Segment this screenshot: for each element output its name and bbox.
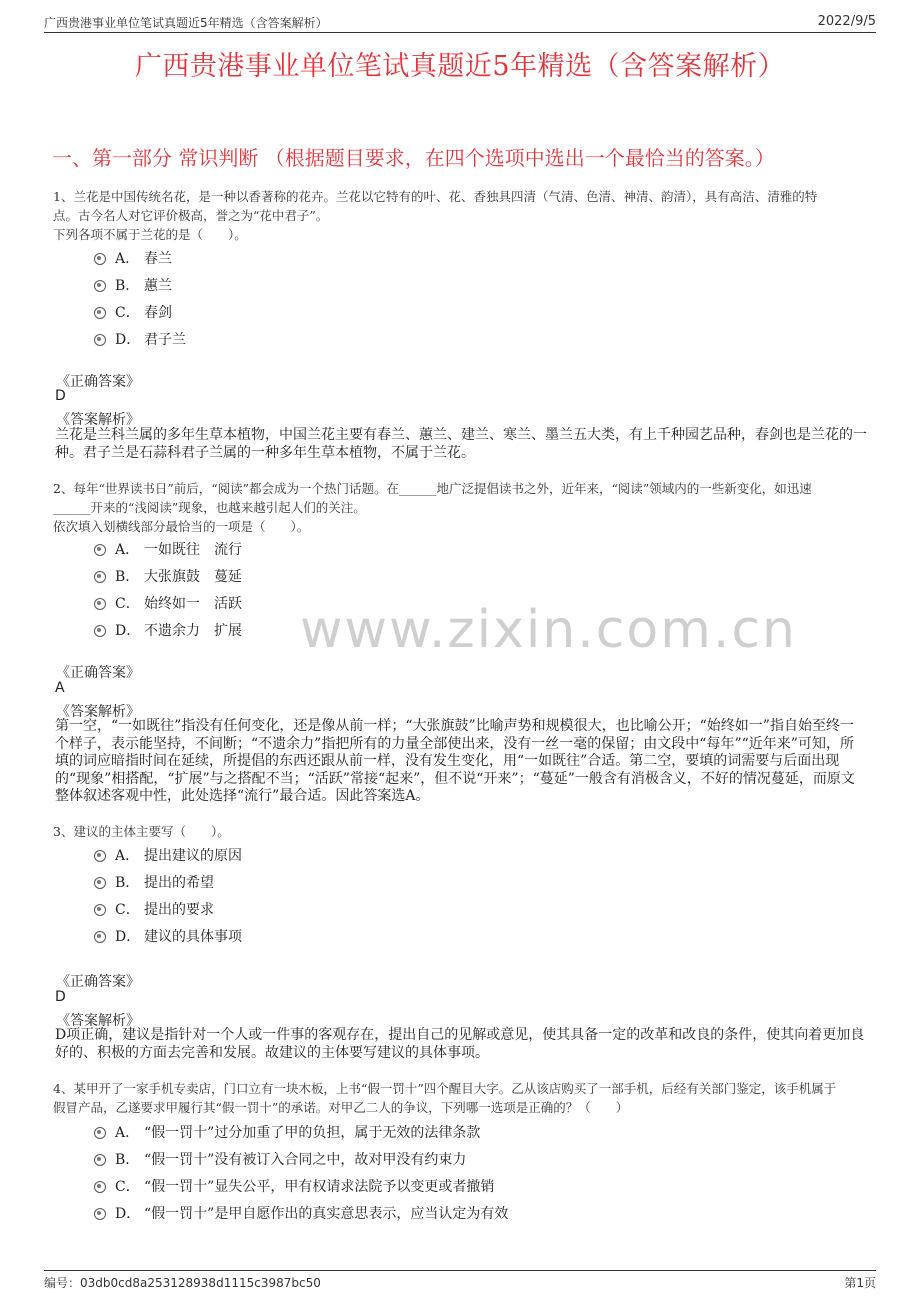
option-text: 建议的具体事项 bbox=[144, 929, 242, 945]
header-doc-name: 广西贵港事业单位笔试真题近5年精选（含答案解析） bbox=[44, 16, 328, 30]
footer-code bbox=[44, 1274, 321, 1291]
question-4-stem-line: 假冒产品，乙遂要求甲履行其“假一罚十”的承诺。对甲乙二人的争议，下列哪一选项是正确的？（ ） bbox=[53, 1100, 629, 1115]
option-letter: A． bbox=[115, 848, 140, 864]
option-letter: B． bbox=[115, 569, 140, 585]
question-4-stem bbox=[53, 1079, 873, 1117]
question-2-analysis: 第一空，“一如既往”指没有任何变化，还是像从前一样；“大张旗鼓”比喻声势和规模很大，也比喻公开；“始终如一”指自始至终一个样子，表示能坚持，不间断；“不遗余力”指把所有的力量全部使出来，没有一丝一毫的保留；由文段中“每年”“近年来”可知，所填的词应暗指时间在延续，所提倡的东西还跟从前一样，没有发生变化，用“一如既往”合适。第二空，要填的词需要与后面出现的“现象”相搭配，“扩展”与之搭配不当；“活跃”常接“起来”，但不说“开来”；“蔓延”一般含有消极含义，不好的情况蔓延，而原文整体叙述客观中性，此处选择“流行”最合适。因此答案选A。 bbox=[55, 718, 855, 804]
option-letter: C． bbox=[115, 1179, 140, 1195]
question-2-stem-line: ______开来的“浅阅读”现象，也越来越引起人们的关注。 bbox=[53, 500, 366, 515]
page-header bbox=[44, 12, 876, 33]
option-text: “假一罚十”是甲自愿作出的真实意思表示，应当认定为有效 bbox=[144, 1206, 509, 1222]
option-letter: D． bbox=[115, 929, 141, 945]
page-footer bbox=[44, 1270, 876, 1291]
option-text: 提出建议的原因 bbox=[144, 848, 242, 864]
radio-icon[interactable] bbox=[94, 598, 106, 610]
option-letter: D． bbox=[115, 332, 141, 348]
option-text: 始终如一 活跃 bbox=[144, 596, 242, 612]
option-text: 提出的要求 bbox=[144, 902, 214, 918]
question-2-analysis-label: 《答案解析》 bbox=[56, 704, 140, 720]
question-3-analysis-label: 《答案解析》 bbox=[56, 1013, 140, 1029]
question-1-answer-label: 《正确答案》 bbox=[56, 374, 140, 390]
option-text: 春剑 bbox=[144, 305, 172, 321]
option-text: 大张旗鼓 蔓延 bbox=[144, 569, 242, 585]
question-1-answer: D bbox=[55, 388, 66, 404]
question-1-stem-line: 点。古今名人对它评价极高，誉之为“花中君子”。 bbox=[53, 208, 329, 223]
radio-icon[interactable] bbox=[94, 253, 106, 265]
radio-icon[interactable] bbox=[94, 1181, 106, 1193]
radio-icon[interactable] bbox=[94, 334, 106, 346]
question-3-stem bbox=[53, 822, 873, 841]
radio-icon[interactable] bbox=[94, 625, 106, 637]
radio-icon[interactable] bbox=[94, 877, 106, 889]
question-3-answer: D bbox=[55, 989, 66, 1005]
radio-icon[interactable] bbox=[94, 1154, 106, 1166]
question-3-answer-label: 《正确答案》 bbox=[56, 974, 140, 990]
radio-icon[interactable] bbox=[94, 1208, 106, 1220]
document-title: 广西贵港事业单位笔试真题近5年精选（含答案解析） bbox=[134, 51, 786, 82]
question-4-option-c[interactable] bbox=[94, 1176, 494, 1196]
option-text: “假一罚十”显失公平，甲有权请求法院予以变更或者撤销 bbox=[144, 1179, 495, 1195]
option-text: 提出的希望 bbox=[144, 875, 214, 891]
option-text: 蕙兰 bbox=[144, 278, 172, 294]
option-letter: B． bbox=[115, 1152, 140, 1168]
option-letter: D． bbox=[115, 623, 141, 639]
option-text: “假一罚十”过分加重了甲的负担，属于无效的法律条款 bbox=[144, 1125, 481, 1141]
option-text: 一如既往 流行 bbox=[144, 542, 242, 558]
question-2-option-d[interactable] bbox=[94, 620, 242, 640]
question-1-option-c[interactable] bbox=[94, 302, 172, 322]
question-1-analysis: 兰花是兰科兰属的多年生草本植物，中国兰花主要有春兰、蕙兰、建兰、寒兰、墨兰五大类，有上千种园艺品种，春剑也是兰花的一种。君子兰是石蒜科君子兰属的一种多年生草本植物，不属于兰花。 bbox=[55, 427, 867, 461]
option-letter: C． bbox=[115, 596, 140, 612]
radio-icon[interactable] bbox=[94, 280, 106, 292]
question-2-answer: A bbox=[55, 680, 65, 696]
option-text: 君子兰 bbox=[144, 332, 186, 348]
question-2-answer-label: 《正确答案》 bbox=[56, 665, 140, 681]
question-4-option-d[interactable] bbox=[94, 1203, 508, 1223]
option-letter: A． bbox=[115, 542, 140, 558]
question-3-option-c[interactable] bbox=[94, 899, 214, 919]
question-1-stem-line: 下列各项不属于兰花的是（ ）。 bbox=[53, 227, 247, 242]
question-2-stem-line: 2、每年“世界读书日”前后，“阅读”都会成为一个热门话题。在______地广泛提倡读书之外，近年来，“阅读”领域内的一些新变化，如迅速 bbox=[53, 481, 812, 496]
question-3-option-b[interactable] bbox=[94, 872, 214, 892]
option-letter: B． bbox=[115, 278, 140, 294]
question-3-option-a[interactable] bbox=[94, 845, 242, 865]
option-letter: C． bbox=[115, 305, 140, 321]
question-1-option-b[interactable] bbox=[94, 275, 172, 295]
radio-icon[interactable] bbox=[94, 1127, 106, 1139]
question-2-option-b[interactable] bbox=[94, 566, 242, 586]
option-text: 不遗余力 扩展 bbox=[144, 623, 242, 639]
question-3-analysis: D项正确，建议是指针对一个人或一件事的客观存在，提出自己的见解或意见，使其具备一定的改革和改良的条件，使其向着更加良好的、积极的方面去完善和发展。故建议的主体要写建议的具体事项。 bbox=[55, 1027, 865, 1061]
option-letter: B． bbox=[115, 875, 140, 891]
radio-icon[interactable] bbox=[94, 850, 106, 862]
footer-page-number: 第1页 bbox=[844, 1276, 876, 1290]
radio-icon[interactable] bbox=[94, 544, 106, 556]
option-text: “假一罚十”没有被订入合同之中，故对甲没有约束力 bbox=[144, 1152, 467, 1168]
watermark: www.zixin.com.cn bbox=[300, 600, 797, 660]
question-4-option-b[interactable] bbox=[94, 1149, 466, 1169]
question-3-option-d[interactable] bbox=[94, 926, 242, 946]
header-date: 2022/9/5 bbox=[817, 14, 876, 29]
question-2-option-a[interactable] bbox=[94, 539, 242, 559]
question-1-stem-line: 1、兰花是中国传统名花，是一种以香著称的花卉。兰花以它特有的叶、花、香独具四清（气清、色清、神清、韵清），具有高洁、清雅的特 bbox=[53, 189, 818, 204]
section-title: 一、第一部分 常识判断 （根据题目要求，在四个选项中选出一个最恰当的答案。） bbox=[52, 146, 775, 170]
question-2-stem bbox=[53, 479, 873, 536]
question-1-analysis-label: 《答案解析》 bbox=[56, 412, 140, 428]
radio-icon[interactable] bbox=[94, 904, 106, 916]
question-1-option-d[interactable] bbox=[94, 329, 186, 349]
option-letter: C． bbox=[115, 902, 140, 918]
question-2-option-c[interactable] bbox=[94, 593, 242, 613]
question-3-stem-line: 3、建议的主体主要写（ ）。 bbox=[53, 824, 230, 839]
question-1-option-a[interactable] bbox=[94, 248, 172, 268]
option-letter: A． bbox=[115, 251, 140, 267]
option-letter: A． bbox=[115, 1125, 140, 1141]
footer-code-label: 编号： bbox=[44, 1276, 81, 1290]
radio-icon[interactable] bbox=[94, 571, 106, 583]
radio-icon[interactable] bbox=[94, 307, 106, 319]
option-letter: D． bbox=[115, 1206, 141, 1222]
question-4-option-a[interactable] bbox=[94, 1122, 480, 1142]
question-1-stem bbox=[53, 187, 873, 244]
question-4-stem-line: 4、某甲开了一家手机专卖店，门口立有一块木板，上书“假一罚十”四个醒目大字。乙从该店购买了一部手机，后经有关部门鉴定，该手机属于 bbox=[53, 1081, 837, 1096]
radio-icon[interactable] bbox=[94, 931, 106, 943]
question-2-stem-line: 依次填入划横线部分最恰当的一项是（ ）。 bbox=[53, 519, 310, 534]
footer-code-value: 03db0cd8a253128938d1115c3987bc50 bbox=[80, 1276, 321, 1290]
option-text: 春兰 bbox=[144, 251, 172, 267]
